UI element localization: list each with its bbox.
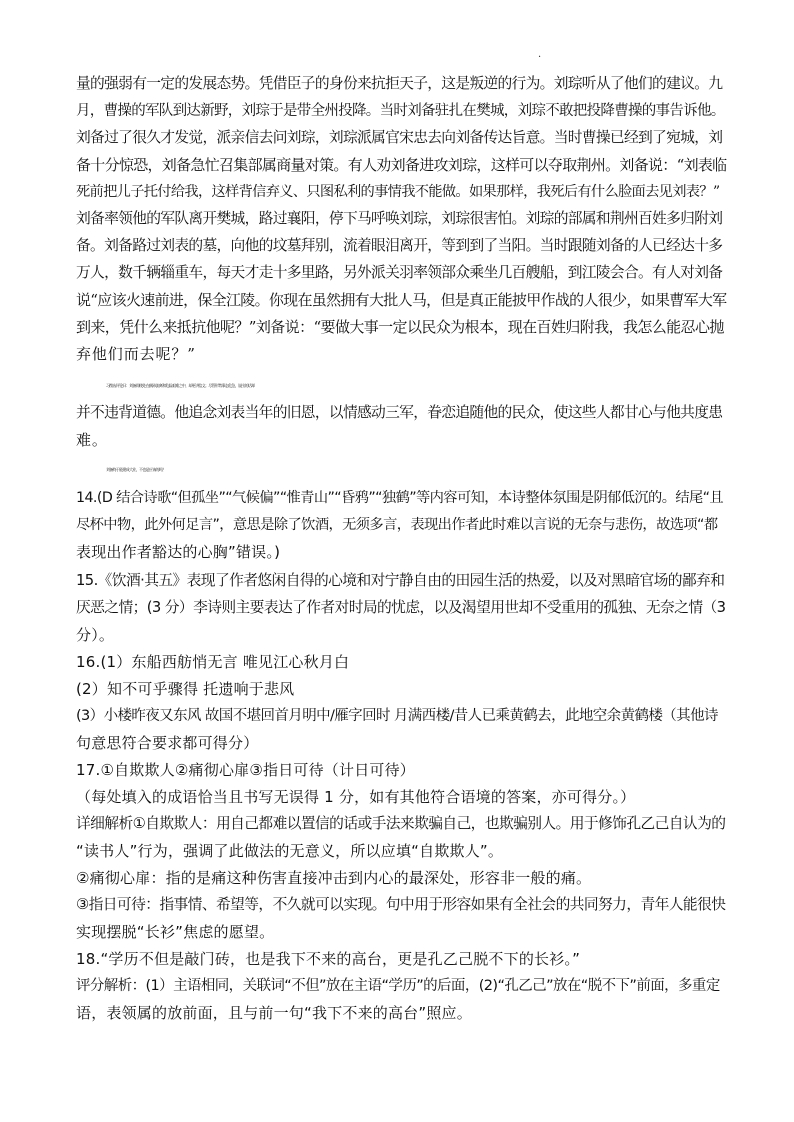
commentary-line: 并不违背道德。他追念刘表当年的旧恩，以情感动三军，眷恋追随他的民众，使这些人都甘心与他共度患 xyxy=(76,404,723,421)
translation-line: 万人，数千辆辎重车，每天才走十多里路，另外派关羽率领部众乘坐几百艘船，到江陵会合。有人对刘备 xyxy=(76,264,723,281)
answer-16-line: 16.(1）东船西舫悄无言 唯见江心秋月白 xyxy=(76,653,350,671)
translation-line: 弃他们而去呢？” xyxy=(76,345,196,363)
answer-18-line: 18.“学历不但是敲门砖，也是我下不来的高台，更是孔乙己脱不下的长衫。” xyxy=(76,950,581,968)
answer-15-line: 厌恶之情；(3 分）李诗则主要表达了作者对时局的忧虑，以及渴望用世却不受重用的孤独、无奈之情（3 xyxy=(76,599,726,616)
answer-14-line: 尽杯中物，此外何足言”，意思是除了饮酒，无须多言，表现出作者此时难以言说的无奈与悲伤，故选项“都 xyxy=(76,517,718,533)
answer-14-line: 14.(D 结合诗歌“但孤坐”“气候偏”“惟青山”“昏鸦”“独鹤”等内容可知，本诗整体氛围是阴郁低沉的。结尾“且 xyxy=(76,490,724,506)
commentary-line: 习凿齿评论曰：刘备即使处在颠沛流离和危险艰难之中，却更讲信义；尽管形势事态危急，说出的话却 xyxy=(106,383,255,388)
translation-line: 量的强弱有一定的发展态势。凭借臣子的身份来抗拒天子，这是叛逆的行为。刘琮听从了他们的建议。九 xyxy=(76,75,723,92)
answer-17-line: “读书人”行为，强调了此做法的无意义，所以应填“自欺欺人”。 xyxy=(76,842,504,860)
answer-17-line: 17.①自欺欺人②痛彻心扉③指日可待（计日可待） xyxy=(76,761,415,779)
answer-18-line: 评分解析：(1）主语相同，关联词“不但”放在主语“学历”的后面，(2)“孔乙己”放在“脱不下”前面，多重定 xyxy=(76,978,720,994)
answer-17-line: ③指日可待：指事情、希望等，不久就可以实现。句中用于形容如果有全社会的共同努力，青年人能很快 xyxy=(76,896,726,913)
answer-17-line: 实现摆脱“长衫”焦虑的愿望。 xyxy=(76,923,275,941)
answer-15-line: 15.《饮酒·其五》表现了作者悠闲自得的心境和对宁静自由的田园生活的热爱，以及对黑暗官场的鄙弃和 xyxy=(76,572,725,589)
translation-line: 刘备过了很久才发觉，派亲信去问刘琮，刘琮派属官宋忠去向刘备传达旨意。当时曹操已经到了宛城，刘 xyxy=(76,129,723,146)
answer-16-line: (2）知不可乎骤得 托遗响于悲风 xyxy=(76,680,295,698)
translation-line: 死前把儿子托付给我，这样背信弃义、只图私利的事情我不能做。如果那样，我死后有什么脸面去见刘表？” xyxy=(76,184,720,200)
translation-line: 刘备率领他的军队离开樊城，路过襄阳，停下马呼唤刘琮，刘琮很害怕。刘琮的部属和荆州百姓多归附刘 xyxy=(76,210,723,227)
answer-14-line: 表现出作者豁达的心胸”错误。) xyxy=(76,543,281,561)
translation-line: 备十分惊恐，刘备急忙召集部属商量对策。有人劝刘备进攻刘琮，这样可以夺取荆州。刘备说：“刘表临 xyxy=(76,156,727,174)
answer-17-line: （每处填入的成语恰当且书写无误得 1 分，如有其他符合语境的答案，亦可得分。） xyxy=(76,788,636,806)
answer-16-line: (3）小楼昨夜又东风 故国不堪回首月明中/雁字回时 月满西楼/昔人已乘黄鹤去，此地空余黄鹤楼（其他诗 xyxy=(76,708,718,724)
commentary-line: 刘备终于能建成大业，不也是应该的吗？ xyxy=(106,467,166,472)
scan-mark: · xyxy=(538,52,542,63)
translation-line: 到来，凭什么来抵抗他呢？”刘备说：“要做大事一定以民众为根本，现在百姓归附我，我怎么能忍心抛 xyxy=(76,318,724,336)
commentary-line: 难。 xyxy=(76,431,108,449)
translation-line: 月，曹操的军队到达新野，刘琮于是带全州投降。当时刘备驻扎在樊城，刘琮不敢把投降曹操的事告诉他。 xyxy=(76,103,725,119)
translation-line: 备。刘备路过刘表的墓，向他的坟墓拜别，流着眼泪离开，等到到了当阳。当时跟随刘备的人已经达十多 xyxy=(76,237,723,254)
answer-17-line: ②痛彻心扉：指的是痛这种伤害直接冲击到内心的最深处，形容非一般的痛。 xyxy=(76,869,592,887)
answer-17-line: 详细解析①自欺欺人：用自己都难以置信的话或手法来欺骗自己，也欺骗别人。用于修饰孔乙己自认为的 xyxy=(76,815,726,832)
translation-line: 说“应该火速前进，保全江陵。你现在虽然拥有大批人马，但是真正能披甲作战的人很少，如果曹军大军 xyxy=(76,291,727,309)
answer-16-line: 句意思符合要求都可得分） xyxy=(76,734,259,752)
answer-18-line: 语，表领属的放前面，且与前一句“我下不来的高台”照应。 xyxy=(76,1004,472,1022)
answer-15-line: 分）。 xyxy=(76,626,115,644)
